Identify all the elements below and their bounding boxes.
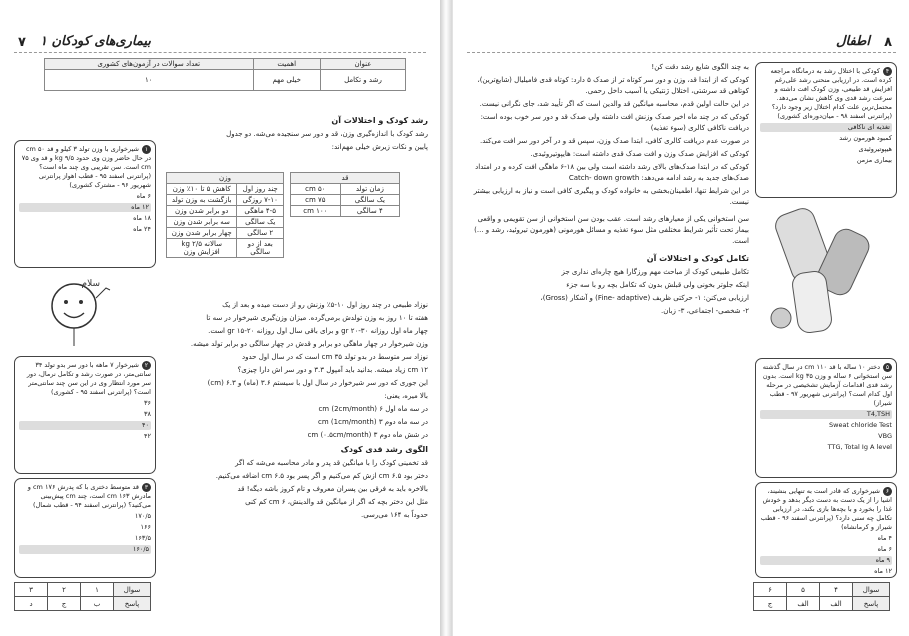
option-1[interactable]: ۴ ماه	[877, 534, 892, 542]
paragraph: دختر بود ۶.۵ cm ازش کم می‌کنیم و اگر پسر بود ۶.۵ cm اضافه می‌کنیم.	[215, 472, 428, 480]
option-4[interactable]: ۱۲ ماه	[874, 567, 892, 575]
paragraph: به چند الگوی شایع رشد دقت کن!	[651, 63, 749, 71]
smiley-illustration	[30, 268, 126, 348]
main-text-column	[162, 112, 428, 155]
pills-illustration	[753, 200, 893, 340]
table-cell: سه برابر شدن وزن	[167, 217, 237, 228]
smile-text: سلام	[81, 279, 100, 289]
list-item: در شش ماه دوم ۳ cm (۰.۵cm/month)	[307, 431, 428, 439]
answer-key-label: پاسخ	[853, 597, 890, 611]
table-cell: چهار برابر شدن وزن	[167, 228, 237, 239]
table-cell: سالانه ۲/۵ kg افزایش وزن	[167, 239, 237, 258]
option-2[interactable]: کمبود هورمون رشد	[839, 134, 892, 142]
table-cell: کاهش ۵ تا ۱۰٪ وزن	[167, 184, 237, 195]
paragraph: ۱۲ cm زیاد میشه. بدانید باید آمپول ۳.۳ و دور سر اش دارا چیزی؟	[237, 366, 428, 374]
answer-key-answer: الف	[787, 597, 820, 611]
table-header: وزن	[167, 173, 284, 184]
option-3[interactable]: VBG	[878, 432, 892, 440]
table-header: عنوان	[320, 59, 405, 70]
option-4[interactable]: بیماری مزمن	[856, 156, 892, 164]
table-cell: ۵۰ cm	[291, 184, 341, 195]
option-4[interactable]: TTG, Total Ig A level	[827, 443, 892, 451]
right-page-header	[467, 30, 896, 53]
question-number: ۳	[142, 483, 151, 492]
paragraph: چهار ماه اول روزانه ۳۰-۲۰ gr و برای باقی سال اول روزانه ۲۰-۱۵ gr است.	[208, 327, 428, 335]
list-item: در این حالت اولین قدم، محاسبه میانگین قد والدین است که اگر تأیید شد، جای نگرانی نیست.	[479, 100, 749, 108]
paragraph: رشد کودک با اندازه‌گیری وزن، قد و دور سر سنجیده می‌شه. دو جدول	[226, 130, 428, 138]
page-title: اطفال	[836, 34, 870, 49]
paragraph: نوزاد طبیعی در چند روز اول ۱۰-۵٪ وزنش رو از دست میده و بعد از یک	[222, 301, 428, 309]
answer-key-label: سوال	[114, 583, 151, 597]
subsection-title: الگوی رشد قدی کودک	[340, 445, 428, 454]
list-item: در سه ماه اول ۶ cm (2cm/month)	[318, 405, 428, 413]
option-1[interactable]: T4,TSH	[760, 410, 892, 419]
answer-key-answer: ج	[48, 597, 81, 611]
table-cell: ۱۰	[45, 70, 254, 91]
paragraph: بالاخره باید به فرقی بین پسران معروف و تام کروز باشه دیگه! قد	[237, 485, 428, 493]
question-number: ۴	[883, 67, 892, 76]
answer-key-num: ۶	[754, 583, 787, 597]
table-cell: ۴-۵ ماهگی	[237, 206, 284, 217]
paragraph: اینکه جلوتر بخونی ولی قبلش بدون که تکامل بچه رو با سه جزء	[566, 281, 749, 289]
question-text: شیرخواری با وزن تولد ۳ کیلو و قد ۵۰ cm در حال حاضر وزن وی حدود ۹/۵ kg و قد وی ۷۵ cm است. سن تقریبی وی چند ماه است؟ (پرانترنی اسفند ۹۵ - قطب اهواز پرانترنی شهریور ۹۶ - مشترک کشوری)	[21, 145, 151, 189]
paragraph: قد تخمینی کودک را با میانگین قد پدر و مادر محاسبه می‌شه که اگر	[235, 459, 428, 467]
answer-key-answer: ج	[754, 597, 787, 611]
table-header: تعداد سوالات در آزمون‌های کشوری	[45, 59, 254, 70]
question-text: قد متوسط دختری با که پدرش ۱۷۶ cm و مادرش ۱۶۳ cm است، چند cm پیش‌بینی می‌کنید؟ (پرانترنی اسفند ۹۴ - قطب شمال)	[27, 483, 151, 509]
option-3[interactable]: ۴۰	[19, 421, 151, 430]
table-cell: چند روز اول	[237, 184, 284, 195]
paragraph: پایین و نکات زیرش خیلی مهم‌اند:	[331, 143, 428, 151]
paragraph: تکامل طبیعی کودک از مباحث مهم ورزگارا هیچ چاره‌ای نداری جز	[561, 268, 749, 276]
option-1[interactable]: تغذیه ای ناکافی	[760, 123, 892, 132]
list-item: در صورت عدم دریافت کالری کافی، ابتدا صدک وزن، سپس قد و در آخر دور سر افت می‌کند.	[480, 137, 749, 145]
table-cell: ۷۵ cm	[291, 195, 341, 206]
table-header: اهمیت	[253, 59, 320, 70]
table-cell: زمان تولد	[340, 184, 399, 195]
question-number: ۵	[883, 363, 892, 372]
option-3[interactable]: هیپوتیروئیدی	[858, 145, 892, 153]
table-header: قد	[291, 173, 400, 184]
right-text-column	[463, 62, 749, 319]
section-title: تکامل کودک و اختلالات آن	[646, 254, 749, 263]
paragraph: بالا میره، یعنی:	[384, 392, 428, 400]
paragraph: ۲- شخصی- اجتماعی، ۳- زبان.	[661, 307, 749, 315]
answer-key-answer: ب	[81, 597, 114, 611]
table-cell: بعد از دو سالگی	[237, 239, 284, 258]
answer-key-table	[753, 582, 890, 611]
question-text: کودکی با اختلال رشد به درمانگاه مراجعه کرده است. در ارزیابی منحنی رشد علی‌رغم افزایش قد طبیعی، وزن کودک افت داشته و سرعت رشد قدی وی کاهش نشان می‌دهد. محتمل‌ترین علت کدام اختلال زیر وجود دارد؟ (پرانترنی اسفند ۹۸ - میان‌دوره‌ای کشوری)	[770, 67, 892, 120]
table-cell: یک سالگی	[340, 195, 399, 206]
option-4[interactable]: ۲۴ ماه	[133, 225, 151, 233]
option-2[interactable]: ۳۸	[144, 410, 151, 418]
table-cell: یک سالگی	[237, 217, 284, 228]
option-1[interactable]: ۶ ماه	[136, 192, 151, 200]
option-3[interactable]: ۱۸ ماه	[133, 214, 151, 222]
question-number: ۶	[883, 487, 892, 496]
page-title: بیماری‌های کودکان ۱	[40, 34, 151, 49]
list-item: کودکی که از ابتدا قد، وزن و دور سر کوتاه تر از صدک ۵ دارد: کوتاه قدی فامیلیال (شایع‌ترین)، کوتاهی قد سرشتی، اختلال ژنتیکی یا آسیب داخل رحمی.	[477, 76, 749, 95]
answer-key-table	[14, 582, 151, 611]
answer-key-answer: د	[15, 597, 48, 611]
answer-key-num: ۱	[81, 583, 114, 597]
book-gutter	[440, 0, 452, 636]
paragraph: نوزاد سر متوسط در بدو تولد ۳۵ cm است که در سال اول حدود	[241, 353, 428, 361]
growth-text	[162, 300, 428, 523]
question-box-1	[14, 140, 156, 268]
table-cell: ۲ سالگی	[237, 228, 284, 239]
paragraph: مثل این دختر بچه که اگر از میانگین قد والدینش، ۶ cm کم کنی	[245, 498, 428, 506]
answer-key-num: ۲	[48, 583, 81, 597]
paragraph: حدوداً به ۱۶۴ می‌رسی.	[360, 511, 428, 519]
answer-key-label: سوال	[853, 583, 890, 597]
question-box-6	[755, 482, 897, 578]
left-page	[0, 0, 440, 636]
left-page-header	[14, 30, 426, 53]
table-cell: ۴ سالگی	[340, 206, 399, 217]
table-cell: ۱۰۰ cm	[291, 206, 341, 217]
height-table	[290, 172, 400, 217]
right-page	[452, 0, 909, 636]
list-item: کودکی که در ابتدا صدک‌های بالای رشد داشته است ولی بین ۱۸-۶ ماهگی افت کرده و در امتداد صدک‌های جدید به رشد ادامه می‌دهد: Catch- down growth	[475, 163, 749, 182]
question-box-2	[14, 356, 156, 474]
section-title: رشد کودک و اختلالات آن	[331, 116, 428, 125]
question-number: ۲	[142, 361, 151, 370]
question-frequency-table	[44, 58, 406, 91]
answer-key-answer: الف	[820, 597, 853, 611]
answer-key-num: ۵	[787, 583, 820, 597]
table-cell: خیلی مهم	[253, 70, 320, 91]
option-2[interactable]: ۱۶۶	[140, 523, 151, 531]
question-text: شیرخواری که قادر است به تنهایی بنشیند، اشیا را از یک دست به دست دیگر بدهد و خودش غذا را بخورد و با بچه‌ها بازی بکند، در ارزیابی تکامل چه سنی دارد؟ (پرانترنی اسفند ۹۶ - قطب شیراز و کرمانشاه)	[760, 487, 892, 531]
paragraph: سن استخوانی یکی از معیارهای رشد است. عقب بودن سن استخوانی از سن تقویمی و واقعی بیمار تحت تأثیر شرایط مختلفی مثل سوء تغذیه و مسائل هورمونی (هورمون تیروئید، رشد و ...) است.	[474, 215, 749, 245]
option-1[interactable]: ۳۶	[144, 399, 151, 407]
option-2[interactable]: ۱۲ ماه	[19, 203, 151, 212]
page-number: ۸	[884, 35, 892, 50]
table-cell: دو برابر شدن وزن	[167, 206, 237, 217]
paragraph: هفته تا ۱۰ روز به وزن تولدش برمی‌گرده. میزان وزن‌گیری شیرخوار در سه تا	[206, 314, 428, 322]
option-4[interactable]: ۱۶۰/۵	[19, 545, 151, 554]
question-text: شیرخوار ۷ ماهه با دور سر بدو تولد ۳۴ سانتی‌متر، در صورت رشد و تکامل نرمال، دور سر مورد انتظار وی در این سن چند سانتی‌متر است؟ (پرانترنی اسفند ۹۵ - کشوری)	[26, 361, 151, 396]
option-3[interactable]: ۱۶۳/۵	[134, 534, 151, 542]
option-4[interactable]: ۴۲	[144, 432, 151, 440]
paragraph: ارزیابی می‌کنن: ۱- حرکتی ظریف (Fine- adaptive) و آشکار (Gross)،	[540, 294, 749, 302]
option-2[interactable]: ۶ ماه	[877, 545, 892, 553]
list-item: در سه ماه دوم ۳ cm (1cm/month)	[318, 418, 428, 426]
question-box-5	[755, 358, 897, 478]
option-2[interactable]: Sweat chloride Test	[829, 421, 892, 429]
list-item: کودکی که افزایش صدک وزن و افت صدک قدی داشته است: هایپوتیروئیدی.	[530, 150, 749, 158]
question-box-4	[755, 62, 897, 198]
table-cell: ۷-۱۰ روزگی	[237, 195, 284, 206]
question-number: ۱	[142, 145, 151, 154]
paragraph: وزن شیرخوار در چهار ماهگی دو برابر و قدش در چهار سالگی دو برابر تولد میشه.	[190, 340, 428, 348]
answer-key-label: پاسخ	[114, 597, 151, 611]
page-number: ۷	[18, 35, 26, 50]
table-cell: رشد و تکامل	[320, 70, 405, 91]
list-item: کودکی که در چند ماه اخیر صدک وزنش افت داشته ولی صدک قد و دور سر خوب بوده است: دریافت ناکافی کالری (سوء تغذیه)	[480, 113, 749, 132]
question-text: دختر ۱۰ ساله با قد ۱۱۰ cm در سال گذشته سن استخوانی ۶ ساله و وزن ۳۵ kg است. بدون رشد قدی اقدامات آزمایش تشخیصی در مرحله اول کدام است؟ (پرانترنی شهریور ۹۷ - قطب شیراز)	[762, 363, 892, 407]
answer-key-num: ۴	[820, 583, 853, 597]
weight-table	[166, 172, 284, 258]
answer-key-num: ۳	[15, 583, 48, 597]
list-item: در این شرایط تنها، اطمینان‌بخشی به خانواده کودک و پیگیری کافی است و نیاز به ارزیابی بیشتر نیست.	[473, 187, 749, 206]
table-cell: بازگشت به وزن تولد	[167, 195, 237, 206]
option-3[interactable]: ۹ ماه	[760, 556, 892, 565]
paragraph: این جوری که دور سر شیرخوار در سال اول با سیستم ۳.۶ (ماه) و ۶.۳ (cm)	[207, 379, 428, 387]
question-box-3	[14, 478, 156, 578]
option-1[interactable]: ۱۷۰/۵	[134, 512, 151, 520]
